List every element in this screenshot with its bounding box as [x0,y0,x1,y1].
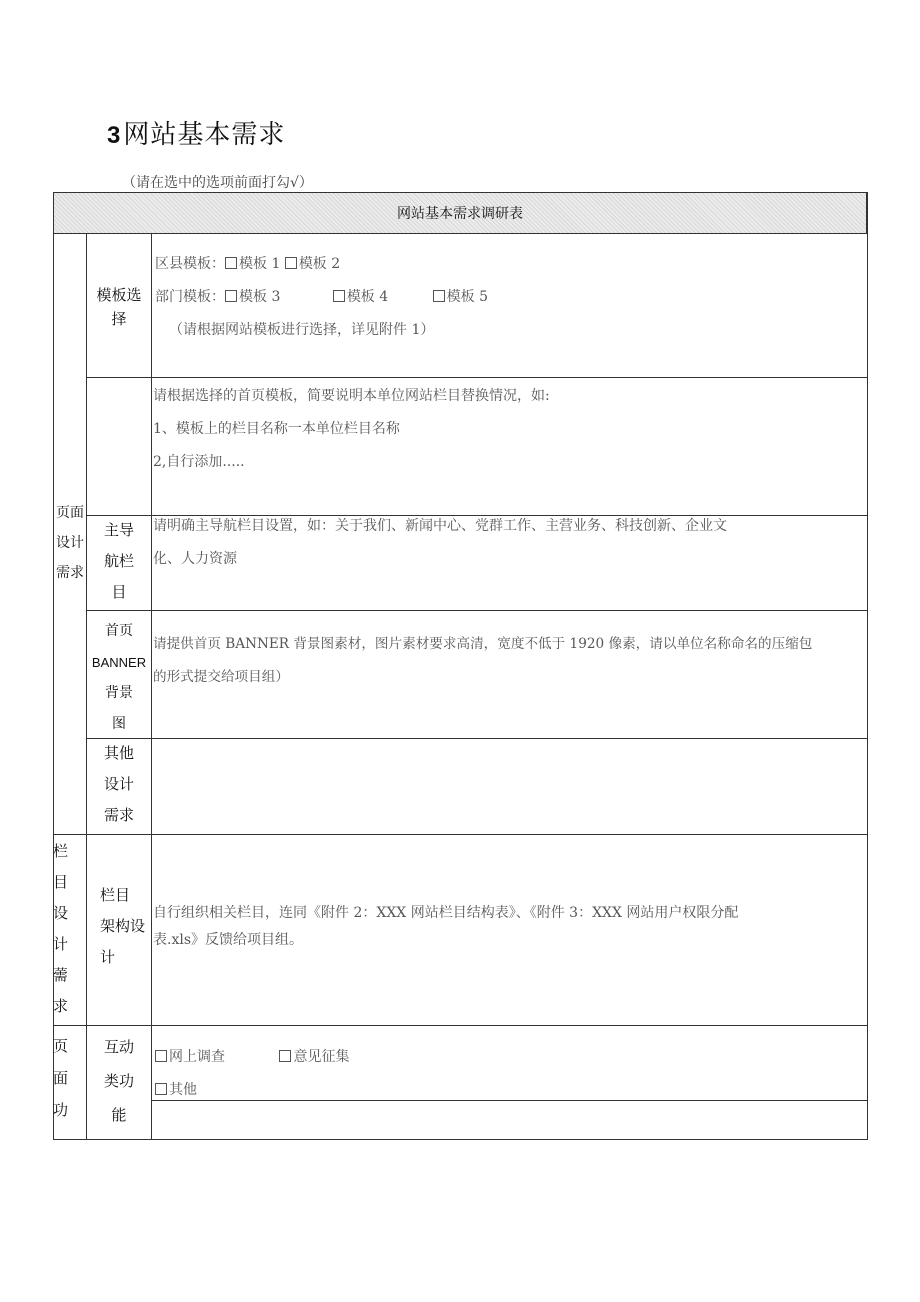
section-label-line: 页 [53,1037,69,1055]
section-number: 3 [107,122,122,149]
section-column-design [53,836,73,1022]
text-line: 2,自行添加..... [153,454,245,470]
section-label-line: 需求 [56,565,84,581]
label-line: 航栏 [103,552,134,570]
checkbox-template-4[interactable] [333,290,345,302]
label-template-select [86,283,152,331]
dept-template-line [155,281,488,314]
section-label-line: 设 [53,904,69,922]
table-title-bar [53,192,867,234]
label-line: 主导 [103,521,134,539]
section-label-line: 设计 [56,535,84,551]
label-line: 架构设 [100,917,146,935]
divider [86,738,867,739]
divider [53,1025,867,1026]
label-line: 栏目 [100,886,131,904]
label-other-design [86,738,152,831]
option-template-4: 模板 4 [346,289,389,305]
label-column-structure [86,880,152,973]
template-options [155,248,488,347]
divider [86,610,867,611]
dept-template-label: 部门模板： [155,289,225,305]
text-line: 请根据选择的首页模板，简要说明本单位网站栏目替换情况，如: [153,388,550,404]
label-main-nav [86,515,152,608]
option-feedback: 意见征集 [293,1049,350,1065]
label-interactive [86,1030,152,1132]
label-line: BANNER [91,655,147,670]
option-template-5: 模板 5 [446,289,488,305]
county-template-label: 区县模板： [155,256,225,272]
table-title: 网站基本需求调研表 [397,206,523,222]
section-label-line: 计 [53,935,69,953]
text-line: 化、人力资源 [153,551,237,567]
section-label-line: 栏 [53,842,69,860]
label-line: 择 [111,310,127,328]
section-heading [107,114,285,151]
label-line: 需求 [103,806,134,824]
checkbox-template-5[interactable] [433,290,445,302]
label-line: 计 [100,948,116,966]
label-line: 首页 [105,623,133,639]
section-title: 网站基本需求 [123,120,286,150]
section-label-line: 目 [53,873,69,891]
label-line: 设计 [103,775,134,793]
checkbox-template-3[interactable] [225,290,237,302]
text-line: 的形式提交给项目组） [153,669,289,685]
column-structure-text [153,897,738,957]
label-line: 图 [112,716,126,732]
label-line: 其他 [103,744,134,762]
divider [86,377,867,378]
checkbox-feedback[interactable] [279,1050,291,1062]
section-label-line: 薷 [53,966,69,984]
text-line: 自行组织相关栏目，连同《附件 2：XXX 网站栏目结构表》、《附件 3：XXX 网站用户权限分配 [153,905,739,921]
banner-text [153,628,812,694]
text-line: 请明确主导航栏目设置，如：关于我们、新闻中心、党群工作、主营业务、科技创新、企业文 [153,518,727,534]
text-line: 表.xls》反馈给项目组。 [153,932,304,948]
divider [53,834,867,835]
option-online-survey: 网上调查 [169,1049,225,1065]
section-page-function [53,1030,73,1126]
label-banner [86,616,152,740]
checkbox-template-2[interactable] [285,257,297,269]
checkbox-online-survey[interactable] [155,1050,167,1062]
section-label-line: 面 [53,1069,69,1087]
main-nav-text [153,510,727,576]
text-line: 1、模板上的栏目名称一本单位栏目名称 [153,421,400,437]
interactive-options [155,1041,349,1107]
label-line: 互动 [103,1038,134,1056]
instruction-note: （请在选中的选项前面打勾√） [122,175,313,191]
template-hint: （请根据网站模板进行选择，详见附件 1） [169,322,435,338]
interactive-line-1 [155,1041,349,1074]
label-line: 模板选 [96,286,142,304]
section-label-line: 页面 [56,505,84,521]
checkbox-template-1[interactable] [225,257,237,269]
label-line: 类功 [103,1072,134,1090]
section-page-design [52,498,88,588]
label-line: 能 [111,1106,127,1124]
option-template-2: 模板 2 [298,256,341,272]
option-template-3: 模板 3 [239,289,281,305]
county-template-line [155,248,488,281]
option-template-1: 模板 1 [239,256,281,272]
label-line: 目 [111,583,127,601]
columns-replace-text [153,380,550,479]
interactive-line-2 [155,1074,349,1107]
text-line: 请提供首页 BANNER 背景图素材，图片素材要求高清，宽度不低于 1920 像素，请以单位名称命名的压缩包 [153,636,813,652]
section-label-line: 求 [53,997,69,1015]
section-label-line: 功 [53,1101,69,1119]
checkbox-other[interactable] [155,1083,167,1095]
label-line: 背景 [105,685,133,701]
option-other: 其他 [169,1082,197,1098]
